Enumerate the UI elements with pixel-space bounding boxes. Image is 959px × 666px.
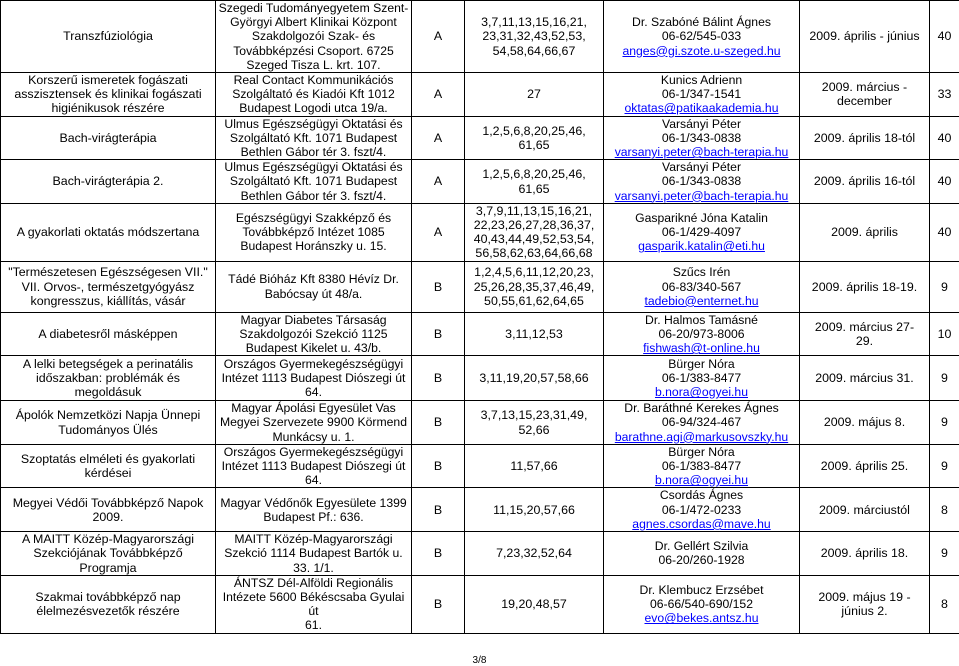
contact-line: Dr. Gellért Szilvia	[606, 539, 797, 553]
points-cell: 9	[930, 532, 959, 576]
codes-line: 61,65	[467, 182, 601, 196]
contact-line: Bürger Nóra	[606, 445, 797, 459]
date-cell	[800, 312, 930, 356]
contact-line: 06-1/383-8477	[606, 459, 797, 473]
date-line: június 2.	[802, 604, 927, 618]
topic-line: Bach-virágterápia	[3, 131, 213, 145]
date-line: 2009. május 19 -	[802, 590, 927, 604]
organizer-line: Szakdolgozói Szak- és	[218, 29, 409, 43]
email-link[interactable]: varsanyi.peter@bach-terapia.hu	[606, 145, 797, 159]
organizer-line: Szekció 1114 Budapest Bartók u.	[218, 546, 409, 560]
organizer-line: Országos Gyermekegészségügyi	[218, 445, 409, 459]
table-row	[1, 261, 959, 312]
points-cell: 8	[930, 488, 959, 532]
organizer-line: Szolgáltató Kft. 1071 Budapest	[218, 174, 409, 188]
organizer-line: Ulmus Egészségügyi Oktatási és	[218, 160, 409, 174]
organizer-cell	[216, 160, 412, 204]
points-cell: 9	[930, 356, 959, 401]
codes-cell	[465, 356, 604, 401]
date-line: 2009. április 18-19.	[802, 280, 927, 294]
topic-cell	[1, 312, 216, 356]
date-line: 29.	[802, 334, 927, 348]
email-link[interactable]: varsanyi.peter@bach-terapia.hu	[606, 189, 797, 203]
contact-line: 06-1/343-0838	[606, 131, 797, 145]
date-line: 2009. március 31.	[802, 371, 927, 385]
topic-line: VII. Orvos-, természetgyógyász	[3, 280, 213, 294]
contact-cell	[604, 116, 800, 160]
date-cell	[800, 116, 930, 160]
category-cell: B	[412, 356, 465, 401]
category-cell: A	[412, 160, 465, 204]
organizer-cell	[216, 488, 412, 532]
organizer-line: 61.	[218, 618, 409, 632]
organizer-line: Bethlen Gábor tér 3. fszt/4.	[218, 189, 409, 203]
organizer-cell	[216, 1, 412, 73]
table-row	[1, 532, 959, 576]
codes-cell	[465, 312, 604, 356]
codes-line: 61,65	[467, 138, 601, 152]
organizer-line: Real Contact Kommunikációs	[218, 73, 409, 87]
organizer-line: Budapest Kikelet u. 43/b.	[218, 341, 409, 355]
points-cell: 9	[930, 444, 959, 488]
contact-line: Kunics Adrienn	[606, 73, 797, 87]
topic-line: Korszerű ismeretek fogászati	[3, 73, 213, 87]
organizer-cell	[216, 261, 412, 312]
table-row	[1, 312, 959, 356]
contact-line: Dr. Halmos Tamásné	[606, 313, 797, 327]
topic-line: élelmezésvezetők részére	[3, 604, 213, 618]
date-cell	[800, 160, 930, 204]
organizer-line: Ulmus Egészségügyi Oktatási és	[218, 117, 409, 131]
codes-line: 1,2,5,6,8,20,25,46,	[467, 167, 601, 181]
contact-line: Csordás Ágnes	[606, 488, 797, 502]
points-cell: 40	[930, 116, 959, 160]
codes-line: 23,31,32,43,52,53,	[467, 29, 601, 43]
points-cell: 9	[930, 401, 959, 445]
category-cell: B	[412, 401, 465, 445]
topic-line: Ápolók Nemzetközi Napja Ünnepi	[3, 408, 213, 422]
email-link[interactable]: oktatas@patikaakademia.hu	[606, 101, 797, 115]
contact-line: 06-62/545-033	[606, 29, 797, 43]
organizer-line: Magyar Diabetes Társaság	[218, 313, 409, 327]
contact-line: 06-1/429-4097	[606, 225, 797, 239]
contact-line: Dr. Szabóné Bálint Ágnes	[606, 15, 797, 29]
topic-cell	[1, 261, 216, 312]
contact-line: Bürger Nóra	[606, 357, 797, 371]
date-cell	[800, 401, 930, 445]
date-cell	[800, 488, 930, 532]
contact-line: 06-20/973-8006	[606, 327, 797, 341]
date-cell	[800, 532, 930, 576]
page-number: 3/8	[0, 655, 959, 666]
organizer-line: Babócsay út 48/a.	[218, 287, 409, 301]
table-row	[1, 444, 959, 488]
email-link[interactable]: tadebio@enternet.hu	[606, 294, 797, 308]
codes-line: 19,20,48,57	[467, 597, 601, 611]
topic-line: A MAITT Közép-Magyarországi	[3, 532, 213, 546]
contact-cell	[604, 203, 800, 261]
email-link[interactable]: evo@bekes.antsz.hu	[606, 611, 797, 625]
contact-line: Dr. Klembucz Erzsébet	[606, 583, 797, 597]
topic-cell	[1, 575, 216, 633]
organizer-cell	[216, 575, 412, 633]
points-cell: 40	[930, 160, 959, 204]
category-cell: A	[412, 203, 465, 261]
organizer-line: 64.	[218, 385, 409, 399]
contact-cell	[604, 401, 800, 445]
table-row	[1, 203, 959, 261]
organizer-line: Szolgáltató és Kiadói Kft 1012	[218, 87, 409, 101]
date-cell	[800, 261, 930, 312]
date-line: 2009. március 27-	[802, 320, 927, 334]
date-line: 2009. április 16-tól	[802, 174, 927, 188]
date-cell	[800, 1, 930, 73]
topic-cell	[1, 160, 216, 204]
codes-line: 3,7,9,11,13,15,16,21,	[467, 204, 601, 218]
topic-line: Szekciójának Továbbképző	[3, 546, 213, 560]
date-line: 2009. május 8.	[802, 415, 927, 429]
organizer-line: Intézet 1113 Budapest Diószegi út	[218, 371, 409, 385]
topic-line: megoldásuk	[3, 385, 213, 399]
contact-line: Szűcs Irén	[606, 265, 797, 279]
date-line: 2009. márciustól	[802, 503, 927, 517]
codes-cell	[465, 488, 604, 532]
email-link[interactable]: barathne.agi@markusovszky.hu	[606, 430, 797, 444]
contact-cell	[604, 312, 800, 356]
organizer-line: MAITT Közép-Magyarországi	[218, 532, 409, 546]
organizer-line: Budapest Pf.: 636.	[218, 510, 409, 524]
points-cell: 8	[930, 575, 959, 633]
topic-line: Bach-virágterápia 2.	[3, 174, 213, 188]
topic-line: 2009.	[3, 510, 213, 524]
category-cell: B	[412, 312, 465, 356]
organizer-line: Magyar Védőnők Egyesülete 1399	[218, 496, 409, 510]
organizer-line: 64.	[218, 473, 409, 487]
organizer-line: Munkácsy u. 1.	[218, 430, 409, 444]
date-line: december	[802, 94, 927, 108]
codes-line: 22,23,26,27,28,36,37,	[467, 218, 601, 232]
topic-line: Transzfúziológia	[3, 29, 213, 43]
organizer-line: Egészségügyi Szakképző és	[218, 211, 409, 225]
table-row	[1, 356, 959, 401]
category-cell: A	[412, 73, 465, 117]
points-cell: 33	[930, 73, 959, 117]
contact-cell	[604, 356, 800, 401]
topic-line: A lelki betegségek a perinatális	[3, 357, 213, 371]
table-row	[1, 1, 959, 73]
topic-cell	[1, 356, 216, 401]
topic-line: időszakban: problémák és	[3, 371, 213, 385]
organizer-cell	[216, 116, 412, 160]
category-cell: B	[412, 532, 465, 576]
organizer-line: Bethlen Gábor tér 3. fszt/4.	[218, 145, 409, 159]
codes-line: 7,23,32,52,64	[467, 546, 601, 560]
organizer-line: Szeged Tisza L. krt. 107.	[218, 58, 409, 72]
codes-line: 1,2,5,6,8,20,25,46,	[467, 124, 601, 138]
topic-cell	[1, 116, 216, 160]
codes-cell	[465, 261, 604, 312]
organizer-line: Tádé Bióház Kft 8380 Hévíz Dr.	[218, 272, 409, 286]
organizer-line: Szegedi Tudományegyetem Szent-	[218, 1, 409, 15]
points-cell: 10	[930, 312, 959, 356]
codes-line: 3,11,19,20,57,58,66	[467, 371, 601, 385]
topic-line: kongresszus, kiállítás, vásár	[3, 294, 213, 308]
topic-cell	[1, 401, 216, 445]
organizer-line: Szakdolgozói Szekció 1125	[218, 327, 409, 341]
date-line: 2009. március -	[802, 80, 927, 94]
organizer-cell	[216, 73, 412, 117]
topic-line: kérdései	[3, 466, 213, 480]
organizer-line: Intézete 5600 Békéscsaba Gyulai út	[218, 590, 409, 618]
date-cell	[800, 356, 930, 401]
email-link[interactable]: agnes.csordas@mave.hu	[606, 517, 797, 531]
date-line: 2009. április 18.	[802, 546, 927, 560]
contact-cell	[604, 1, 800, 73]
category-cell: B	[412, 444, 465, 488]
codes-cell	[465, 401, 604, 445]
points-cell: 9	[930, 261, 959, 312]
codes-line: 40,43,44,49,52,53,54,	[467, 232, 601, 246]
date-line: 2009. április	[802, 225, 927, 239]
organizer-line: Magyar Ápolási Egyesület Vas	[218, 401, 409, 415]
date-line: 2009. április - június	[802, 29, 927, 43]
codes-line: 11,15,20,57,66	[467, 503, 601, 517]
organizer-cell	[216, 444, 412, 488]
topic-line: Programja	[3, 561, 213, 575]
email-link[interactable]: b.nora@ogyei.hu	[606, 473, 797, 487]
codes-cell	[465, 203, 604, 261]
date-line: 2009. április 18-tól	[802, 131, 927, 145]
topic-cell	[1, 203, 216, 261]
topic-line: A diabetesről másképpen	[3, 327, 213, 341]
topic-cell	[1, 1, 216, 73]
date-cell	[800, 203, 930, 261]
contact-line: 06-1/472-0233	[606, 503, 797, 517]
organizer-line: Megyei Szervezete 9900 Körmend	[218, 415, 409, 429]
contact-cell	[604, 488, 800, 532]
contact-line: Varsányi Péter	[606, 160, 797, 174]
contact-cell	[604, 160, 800, 204]
topic-line: Tudományos Ülés	[3, 423, 213, 437]
table-row	[1, 116, 959, 160]
organizer-line: ÁNTSZ Dél-Alföldi Regionális	[218, 576, 409, 590]
category-cell: B	[412, 261, 465, 312]
contact-line: 06-66/540-690/152	[606, 597, 797, 611]
organizer-cell	[216, 203, 412, 261]
organizer-cell	[216, 532, 412, 576]
contact-line: 06-20/260-1928	[606, 553, 797, 567]
topic-cell	[1, 532, 216, 576]
table-row	[1, 401, 959, 445]
points-cell: 40	[930, 1, 959, 73]
codes-line: 1,2,4,5,6,11,12,20,23,	[467, 265, 601, 279]
contact-cell	[604, 444, 800, 488]
codes-cell	[465, 1, 604, 73]
contact-cell	[604, 575, 800, 633]
table-row	[1, 160, 959, 204]
table-row	[1, 488, 959, 532]
codes-line: 25,26,28,35,37,46,49,	[467, 280, 601, 294]
organizer-line: Budapest Logodi utca 19/a.	[218, 101, 409, 115]
topic-cell	[1, 444, 216, 488]
email-link[interactable]: anges@gi.szote.u-szeged.hu	[606, 44, 797, 58]
organizer-cell	[216, 312, 412, 356]
codes-line: 50,55,61,62,64,65	[467, 294, 601, 308]
topic-line: "Természetesen Egészségesen VII."	[3, 265, 213, 279]
category-cell: A	[412, 1, 465, 73]
contact-cell	[604, 73, 800, 117]
codes-cell	[465, 116, 604, 160]
codes-cell	[465, 73, 604, 117]
organizer-line: 33. 1/1.	[218, 561, 409, 575]
email-link[interactable]: b.nora@ogyei.hu	[606, 385, 797, 399]
organizer-line: Országos Gyermekegészségügyi	[218, 357, 409, 371]
contact-line: 06-83/340-567	[606, 280, 797, 294]
date-cell	[800, 73, 930, 117]
organizer-line: Györgyi Albert Klinikai Központ	[218, 15, 409, 29]
codes-line: 27	[467, 87, 601, 101]
date-line: 2009. április 25.	[802, 459, 927, 473]
email-link[interactable]: gasparik.katalin@eti.hu	[606, 239, 797, 253]
topic-line: asszisztensek és klinikai fogászati	[3, 87, 213, 101]
codes-line: 3,7,13,15,23,31,49,	[467, 408, 601, 422]
category-cell: B	[412, 575, 465, 633]
codes-line: 52,66	[467, 423, 601, 437]
topic-line: A gyakorlati oktatás módszertana	[3, 225, 213, 239]
codes-cell	[465, 444, 604, 488]
category-cell: B	[412, 488, 465, 532]
codes-cell	[465, 575, 604, 633]
topic-line: Megyei Védői Továbbképző Napok	[3, 496, 213, 510]
contact-line: Gasparikné Jóna Katalin	[606, 211, 797, 225]
codes-cell	[465, 160, 604, 204]
codes-cell	[465, 532, 604, 576]
organizer-cell	[216, 401, 412, 445]
codes-line: 54,58,64,66,67	[467, 44, 601, 58]
contact-line: Varsányi Péter	[606, 117, 797, 131]
topic-line: Szakmai továbbképző nap	[3, 590, 213, 604]
table-row	[1, 575, 959, 633]
category-cell: A	[412, 116, 465, 160]
codes-line: 56,58,62,63,64,66,68	[467, 246, 601, 260]
organizer-line: Továbbképzési Csoport. 6725	[218, 44, 409, 58]
organizer-line: Szolgáltató Kft. 1071 Budapest	[218, 131, 409, 145]
contact-line: Dr. Baráthné Kerekes Ágnes	[606, 401, 797, 415]
organizer-line: Intézet 1113 Budapest Diószegi út	[218, 459, 409, 473]
contact-cell	[604, 532, 800, 576]
codes-line: 11,57,66	[467, 459, 601, 473]
codes-line: 3,7,11,13,15,16,21,	[467, 15, 601, 29]
contact-line: 06-1/347-1541	[606, 87, 797, 101]
email-link[interactable]: fishwash@t-online.hu	[606, 341, 797, 355]
date-cell	[800, 575, 930, 633]
organizer-line: Budapest Horánszky u. 15.	[218, 239, 409, 253]
organizer-cell	[216, 356, 412, 401]
organizer-line: Továbbképző Intézet 1085	[218, 225, 409, 239]
date-cell	[800, 444, 930, 488]
points-cell: 40	[930, 203, 959, 261]
table-row	[1, 73, 959, 117]
contact-line: 06-94/324-467	[606, 415, 797, 429]
topic-cell	[1, 488, 216, 532]
contact-line: 06-1/343-0838	[606, 174, 797, 188]
topic-line: higiénikusok részére	[3, 101, 213, 115]
contact-line: 06-1/383-8477	[606, 371, 797, 385]
codes-line: 3,11,12,53	[467, 327, 601, 341]
topic-line: Szoptatás elméleti és gyakorlati	[3, 452, 213, 466]
contact-cell	[604, 261, 800, 312]
topic-cell	[1, 73, 216, 117]
